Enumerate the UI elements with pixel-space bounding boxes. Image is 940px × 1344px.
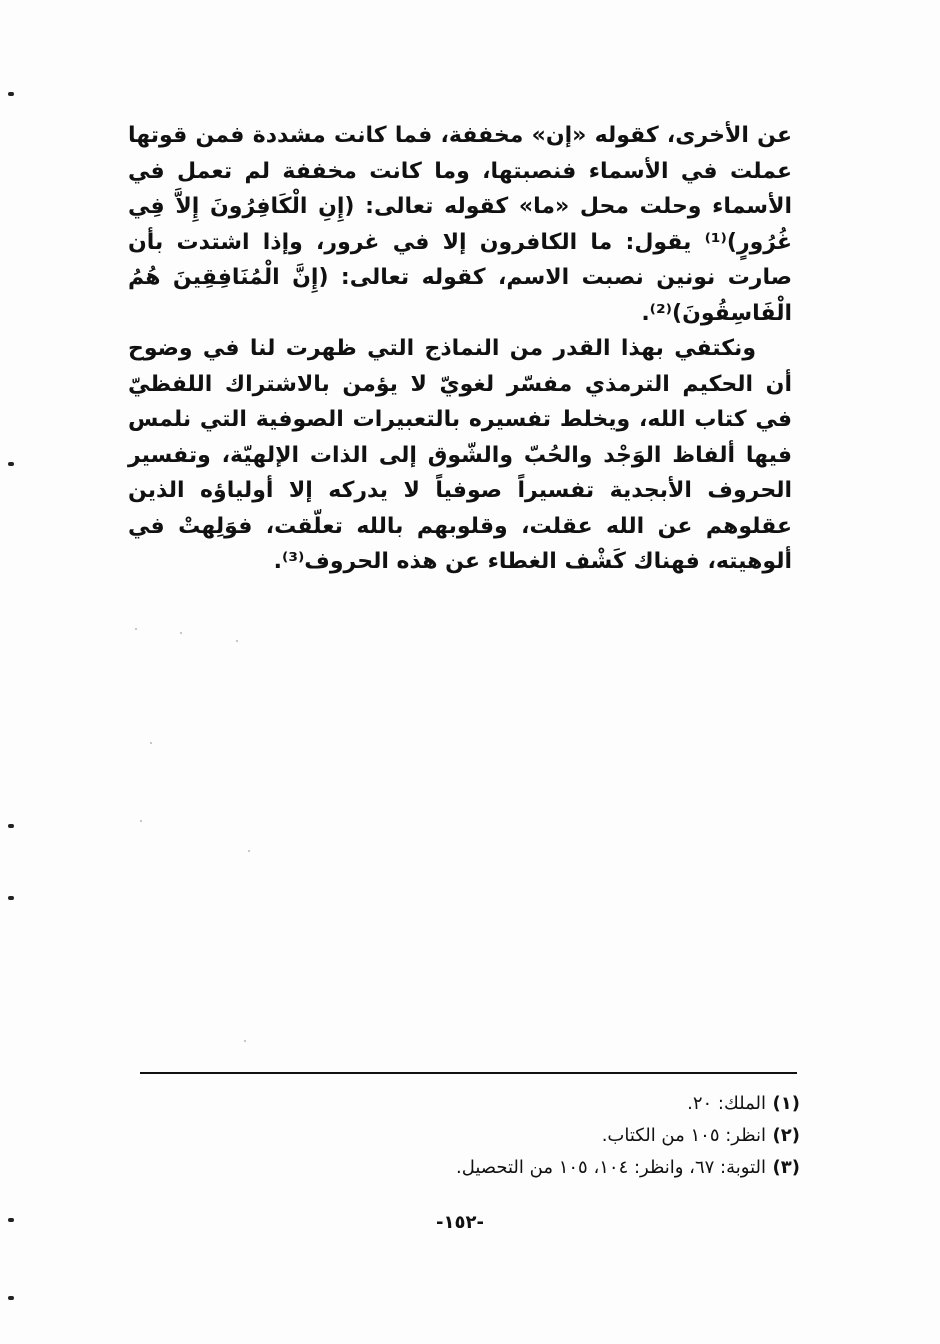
footnotes [360, 1088, 800, 1184]
footnote-divider [140, 1072, 797, 1074]
footnote-text: الملك: ٢٠. [687, 1093, 766, 1114]
footnote-3 [360, 1152, 800, 1184]
footnote-text: انظر: ١٠٥ من الكتاب. [601, 1125, 766, 1146]
paragraph-2: ونكتفي بهذا القدر من النماذج التي ظهرت لنا في وضوح أن الحكيم الترمذي مفسّر لغويّ لا يؤمن بالاشتراك اللفظيّ في كتاب الله، ويخلط تفسيره بالتعبيرات الصوفية التي نلمس فيها ألفاظ الوَجْد والحُبّ والشّوق إلى الذات الإلهيّة، وتفسير الحروف الأبجدية تفسيراً صوفياً لا يدركه إلا أولياؤه الذين عقلوهم عن الله عقلت، وقلوبهم بالله تعلّقت، فوَلِهتْ في ألوهيته، فهناك كَشْف الغطاء عن هذه الحروف⁽³⁾. [128, 336, 792, 574]
scan-mark [8, 462, 14, 466]
footnote-2 [360, 1120, 800, 1152]
scan-mark [8, 896, 14, 900]
page-number: -١٥٢- [436, 1212, 484, 1233]
footnote-number: (١) [772, 1093, 800, 1114]
scan-mark [8, 1296, 14, 1300]
paragraph-1: عن الأخرى، كقوله «إن» مخففة، فما كانت مشددة فمن قوتها عملت في الأسماء فنصبتها، وما كانت مخففة لم تعمل في الأسماء وحلت محل «ما» كقوله تعالى: (إِنِ الْكَافِرُونَ إِلاَّ فِي غُرُورٍ)⁽¹⁾ يقول: ما الكافرون إلا في غرور، وإذا اشتدت بأن صارت نونين نصبت الاسم، كقوله تعالى: (إِنَّ الْمُنَافِقِينَ هُمُ الْفَاسِقُونَ)⁽²⁾. [128, 123, 792, 326]
scan-mark [8, 824, 14, 828]
footnote-number: (٢) [772, 1125, 800, 1146]
footnote-text: التوبة: ٦٧، وانظر: ١٠٤، ١٠٥ من التحصيل. [455, 1157, 766, 1178]
footnote-1 [360, 1088, 800, 1120]
scan-mark [8, 1218, 14, 1222]
scan-mark [8, 92, 14, 96]
main-body-text [128, 118, 792, 580]
footnote-number: (٣) [772, 1157, 800, 1178]
